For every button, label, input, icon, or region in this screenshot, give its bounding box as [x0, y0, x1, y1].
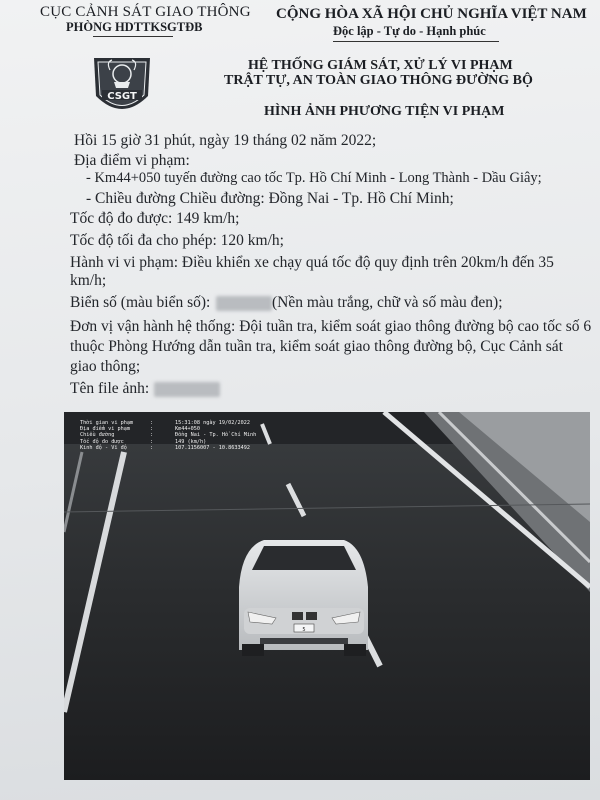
- plate-note: (Nền màu trắng, chữ và số màu đen);: [272, 294, 503, 311]
- violation-behavior-cont: km/h;: [70, 272, 107, 289]
- redacted-plate: [216, 296, 272, 311]
- system-title: HỆ THỐNG GIÁM SÁT, XỬ LÝ VI PHẠM: [248, 58, 513, 73]
- overlay-values: 15:31:08 ngày 19/02/2022 Km44+050 Đồng Nai - Tp. Hồ Chí Minh 149 (km/h) 107.1156007 - 10.8633492: [175, 420, 257, 451]
- file-name-label: Tên file ảnh:: [70, 380, 150, 397]
- document-title: HÌNH ẢNH PHƯƠNG TIỆN VI PHẠM: [264, 104, 505, 119]
- department-name: PHÒNG HDTTKSGTĐB: [66, 20, 203, 34]
- direction: - Chiều đường Chiều đường: Đồng Nai - Tp. Hồ Chí Minh;: [86, 190, 454, 207]
- system-subtitle: TRẬT TỰ, AN TOÀN GIAO THÔNG ĐƯỜNG BỘ: [224, 73, 533, 88]
- operator-unit: Đơn vị vận hành hệ thống: Đội tuần tra, kiểm soát giao thông đường bộ cao tốc số 6: [70, 318, 592, 335]
- divider: [333, 41, 499, 42]
- violation-behavior: Hành vi vi phạm: Điều khiển xe chạy quá tốc độ quy định trên 20km/h đến 35: [70, 254, 554, 271]
- plate-label: Biển số (màu biển số):: [70, 294, 211, 311]
- location-label: Địa điểm vi phạm:: [74, 152, 190, 169]
- country-name: CỘNG HÒA XÃ HỘI CHỦ NGHĨA VIỆT NAM: [276, 6, 587, 22]
- violation-photo: [64, 412, 590, 780]
- measured-speed: Tốc độ đo được: 149 km/h;: [70, 210, 240, 227]
- agency-name: CỤC CẢNH SÁT GIAO THÔNG: [40, 4, 251, 20]
- national-motto: Độc lập - Tự do - Hạnh phúc: [333, 24, 486, 38]
- overlay-keys: Thời gian vi phạm Địa điểm vi phạm Chiều đường Tốc độ đo được Kinh độ - Vĩ độ: [80, 420, 134, 451]
- operator-unit-end: giao thông;: [70, 358, 141, 375]
- overlay-colons: : : : : :: [150, 420, 154, 451]
- violation-time: Hồi 15 giờ 31 phút, ngày 19 tháng 02 năm 2022;: [74, 132, 377, 149]
- csgt-emblem-icon: [90, 52, 154, 122]
- location-detail: - Km44+050 tuyến đường cao tốc Tp. Hồ Chí Minh - Long Thành - Dầu Giây;: [86, 170, 542, 186]
- car: [239, 540, 368, 656]
- svg-text:5: 5: [302, 627, 306, 633]
- max-speed: Tốc độ tối đa cho phép: 120 km/h;: [70, 232, 284, 249]
- divider: [93, 36, 173, 37]
- logo-text: CSGT: [107, 91, 137, 102]
- operator-unit-cont: thuộc Phòng Hướng dẫn tuần tra, kiểm soát giao thông đường bộ, Cục Cảnh sát: [70, 338, 563, 355]
- redacted-file-name: [154, 382, 220, 397]
